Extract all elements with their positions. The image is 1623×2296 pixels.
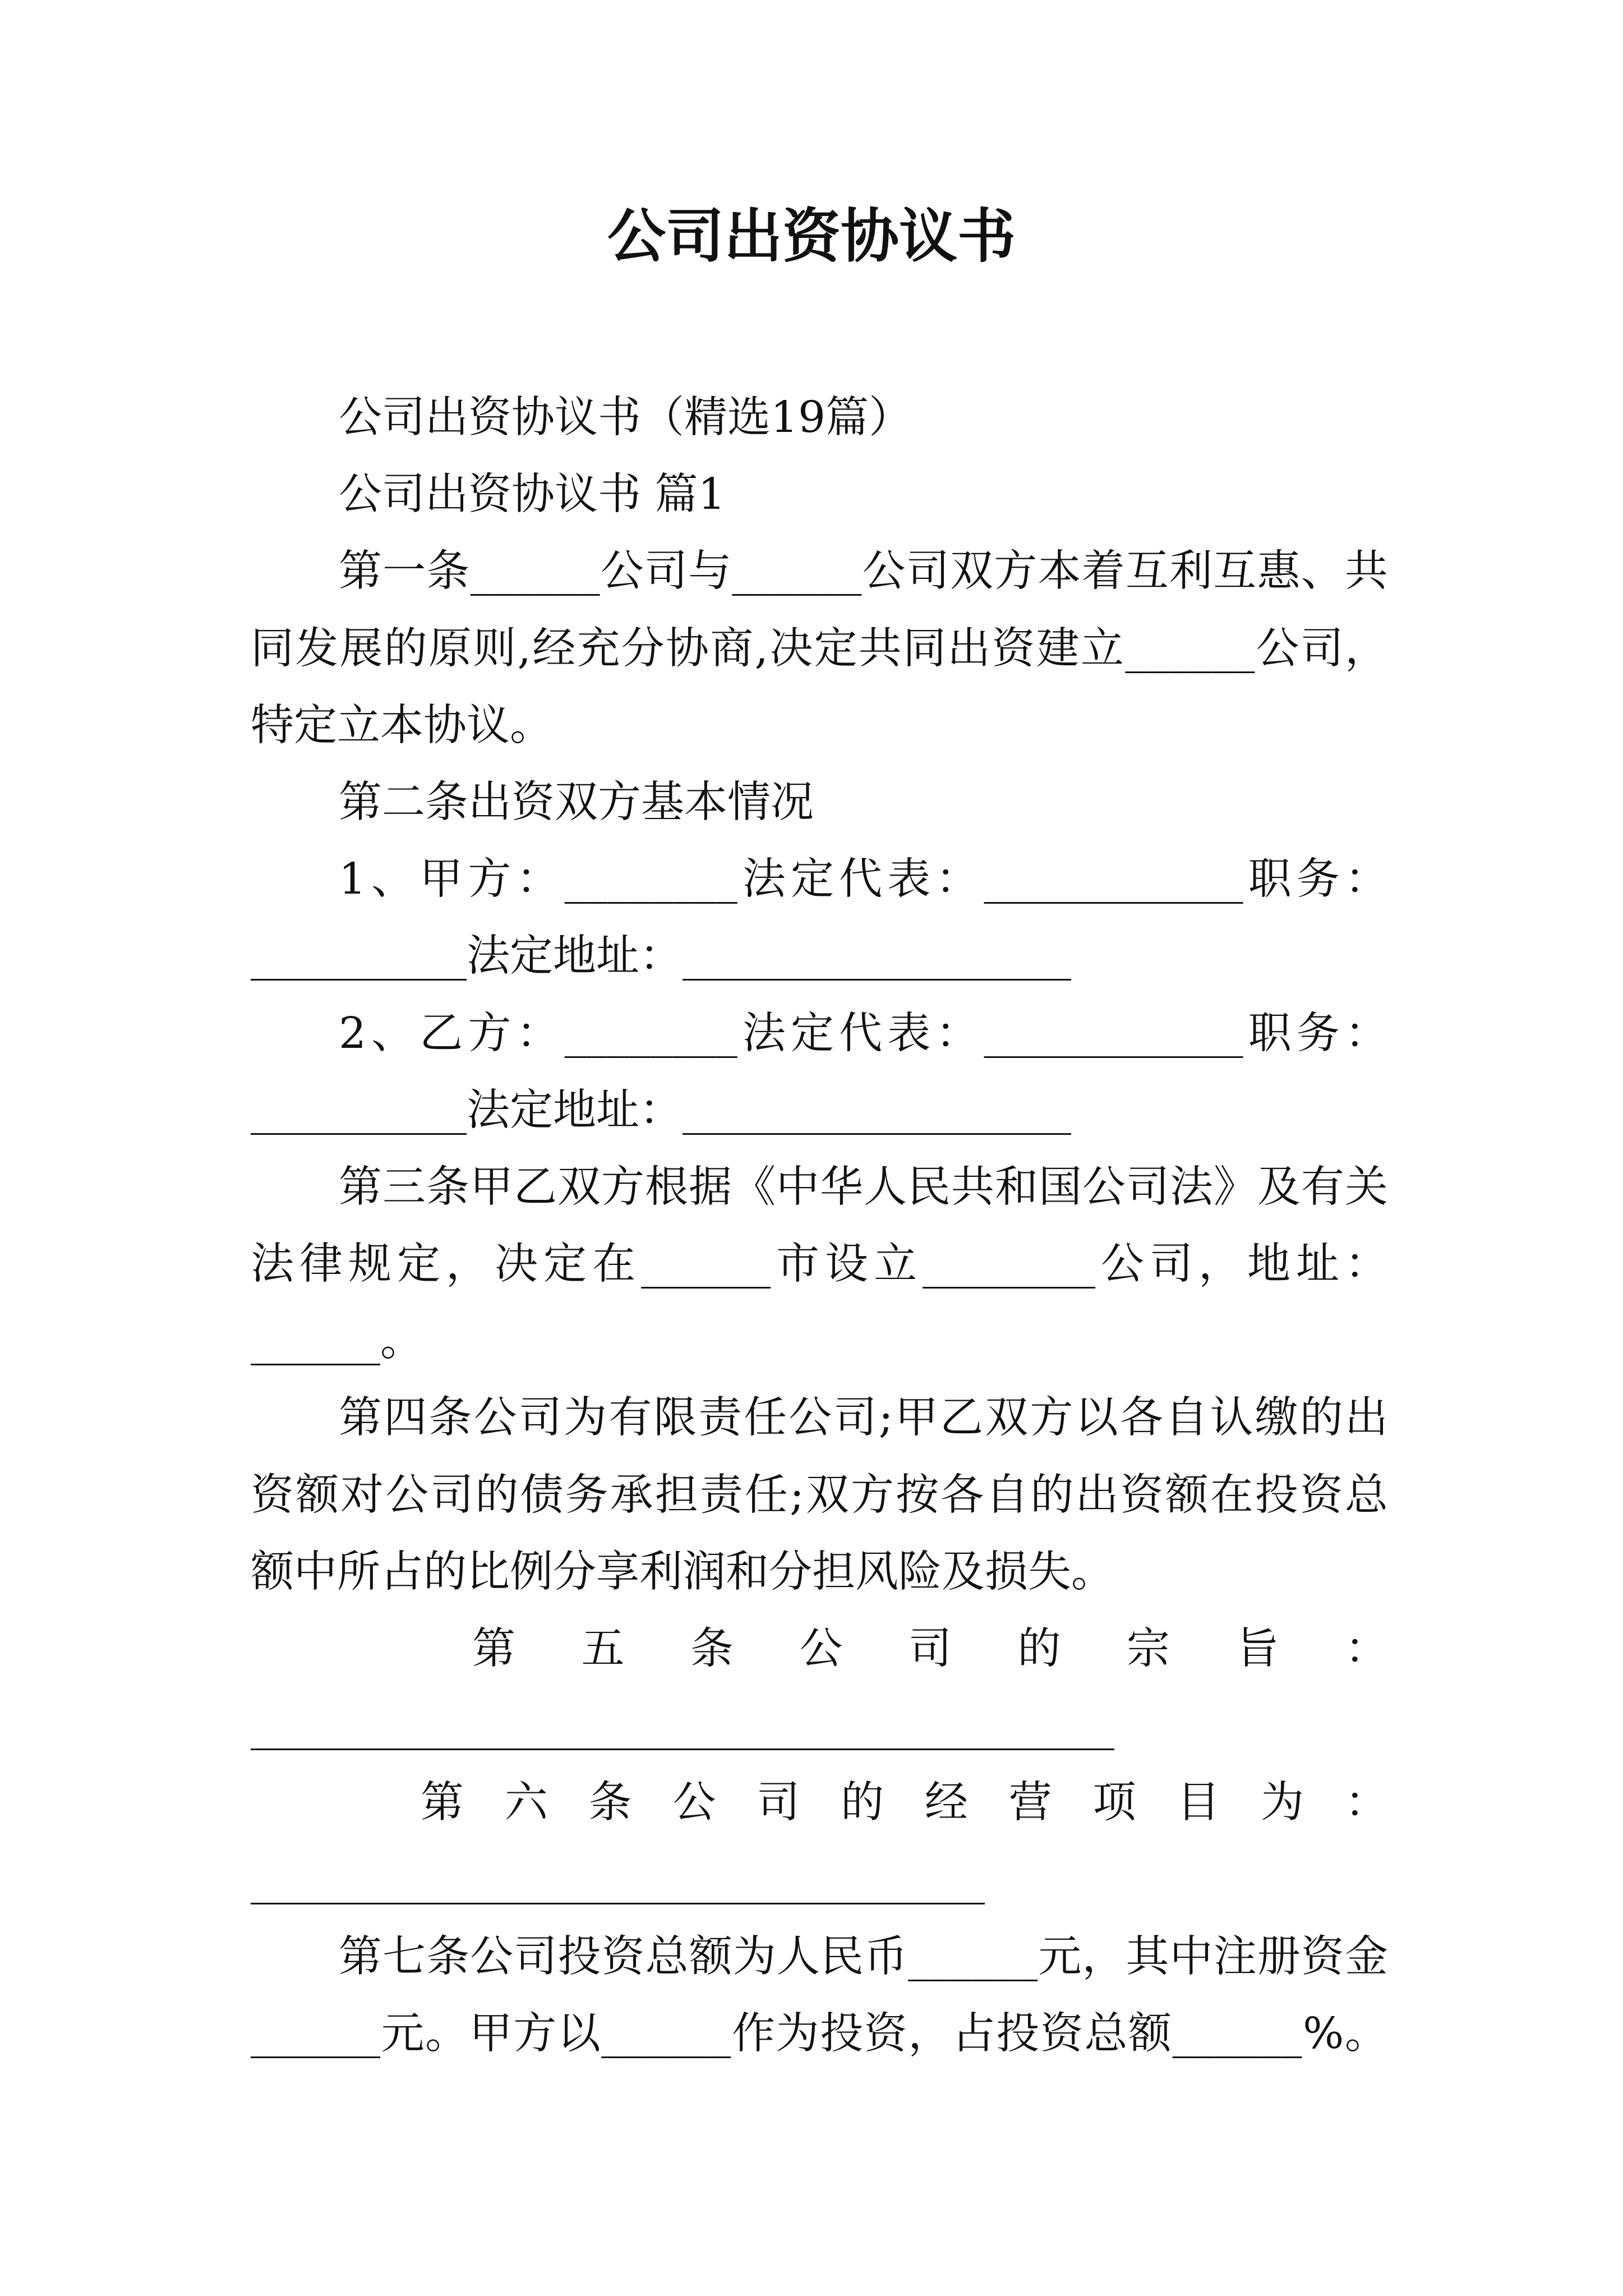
line-glyph: 1 xyxy=(339,854,366,905)
line-glyph: 律 xyxy=(299,1239,343,1290)
line-glyph: ： xyxy=(1345,1239,1388,1290)
line-glyph: 币 xyxy=(864,1931,908,1982)
line-glyph: 人 xyxy=(776,1931,820,1982)
line-glyph: 条 xyxy=(588,1778,632,1828)
line-glyph: 双 xyxy=(805,1470,849,1520)
line-glyph: 缴 xyxy=(1255,1393,1298,1443)
line-glyph: 互 xyxy=(1213,546,1257,597)
section-heading: 公司出资协议书 篇1 xyxy=(339,470,726,520)
line-glyph: 务 xyxy=(1296,1008,1340,1059)
line-glyph: 《 xyxy=(732,1162,776,1212)
line-glyph: 发 xyxy=(295,623,339,674)
line-glyph: 务 xyxy=(1296,854,1340,905)
line-glyph: 务 xyxy=(565,1470,608,1520)
line-glyph: 有 xyxy=(608,1393,652,1443)
line-glyph: 资 xyxy=(601,1931,645,1982)
line-glyph: 定 xyxy=(397,1239,440,1290)
line-glyph: 商 xyxy=(710,623,754,674)
line-glyph: 占 xyxy=(952,2008,995,2059)
line-glyph: 。 xyxy=(425,2008,469,2059)
line-glyph: 方 xyxy=(851,1470,895,1520)
line-glyph: 第 xyxy=(421,1778,464,1828)
line-glyph: 总 xyxy=(645,1931,689,1982)
line-glyph: 民 xyxy=(820,1931,864,1982)
line-glyph: ： xyxy=(516,854,560,905)
line-glyph: 条 xyxy=(426,546,470,597)
line-glyph: 公 xyxy=(862,546,906,597)
line-glyph: 代 xyxy=(839,854,883,905)
line-glyph: 方 xyxy=(1030,1393,1073,1443)
line-glyph: 自 xyxy=(1165,1393,1209,1443)
line-glyph: 总 xyxy=(1084,2008,1128,2059)
article-4-line-2 xyxy=(251,1457,1388,1534)
fill-in-blank: ______ xyxy=(641,1239,771,1290)
line-glyph: 营 xyxy=(1008,1778,1052,1828)
line-glyph: 人 xyxy=(864,1162,907,1212)
line-glyph: 额 xyxy=(296,1470,339,1520)
line-glyph: 金 xyxy=(1344,1931,1388,1982)
fill-in-blank: ________ xyxy=(564,1008,737,1059)
collection-heading: 公司出资协议书（精选19篇） xyxy=(339,393,912,443)
line-glyph: 与 xyxy=(688,546,732,597)
line-glyph: 2 xyxy=(339,1008,366,1059)
line-glyph: 为 xyxy=(564,1393,607,1443)
line-glyph: 额 xyxy=(1128,2008,1172,2059)
article-6-blank-line: __________________________________ xyxy=(251,1855,985,1905)
line-glyph: ： xyxy=(1344,1778,1388,1828)
line-glyph: 方 xyxy=(468,854,511,905)
line-glyph: 设 xyxy=(825,1239,868,1290)
line-glyph: 据 xyxy=(689,1162,732,1212)
article-6-line-1 xyxy=(251,1764,1388,1841)
document-title: 公司出资协议书 xyxy=(607,201,1016,270)
line-glyph: 在 xyxy=(592,1239,635,1290)
party-a-line-2: __________法定地址：__________________ xyxy=(251,931,1071,982)
line-glyph: 投 xyxy=(820,2008,864,2059)
line-glyph: 经 xyxy=(924,1778,968,1828)
line-glyph: 对 xyxy=(340,1470,384,1520)
article-3-line-2 xyxy=(251,1226,1388,1303)
line-glyph: 的 xyxy=(1299,1393,1343,1443)
line-glyph: ： xyxy=(1344,1008,1388,1059)
line-glyph: 同 xyxy=(902,623,946,674)
line-glyph: 公 xyxy=(385,1470,429,1520)
line-glyph: 双 xyxy=(950,546,994,597)
line-glyph: 公 xyxy=(799,1624,843,1674)
line-glyph: 甲 xyxy=(470,1162,513,1212)
line-glyph: ， xyxy=(1198,1239,1242,1290)
line-glyph: 第 xyxy=(339,1393,382,1443)
line-glyph: 和 xyxy=(995,1162,1038,1212)
line-glyph: 为 xyxy=(732,1931,776,1982)
fill-in-blank: ______ xyxy=(251,2008,380,2059)
line-glyph: 同 xyxy=(251,623,294,674)
line-glyph: 惠 xyxy=(1257,546,1301,597)
line-glyph: 担 xyxy=(654,1470,698,1520)
line-glyph: 民 xyxy=(907,1162,951,1212)
line-glyph: 自 xyxy=(985,1470,1029,1520)
article-5-line-1 xyxy=(251,1611,1388,1687)
line-glyph: 公 xyxy=(672,1778,716,1828)
line-glyph: 乙 xyxy=(514,1162,557,1212)
line-glyph: 着 xyxy=(1081,546,1125,597)
line-glyph: 投 xyxy=(557,1931,601,1982)
line-glyph: 立 xyxy=(874,1239,917,1290)
line-glyph: 原 xyxy=(428,623,472,674)
line-glyph: 定 xyxy=(790,854,834,905)
party-b-line-1 xyxy=(251,995,1388,1072)
article-4-line-3: 额中所占的比例分享利润和分担风险及损失。 xyxy=(251,1547,1114,1597)
line-glyph: 》 xyxy=(1214,1162,1257,1212)
line-glyph: 公 xyxy=(789,1393,832,1443)
line-glyph: 责 xyxy=(698,1393,742,1443)
line-glyph: 任 xyxy=(744,1470,788,1520)
line-glyph: 址 xyxy=(1296,1239,1339,1290)
line-glyph: ： xyxy=(1344,854,1388,905)
line-glyph: 额 xyxy=(1165,1470,1209,1520)
fill-in-blank: ________ xyxy=(923,1239,1095,1290)
article-3-line-1 xyxy=(251,1149,1388,1226)
line-glyph: 五 xyxy=(581,1624,625,1674)
line-glyph: 资 xyxy=(992,623,1035,674)
line-glyph: 四 xyxy=(384,1393,427,1443)
line-glyph: 决 xyxy=(495,1239,538,1290)
line-glyph: 各 xyxy=(940,1470,984,1520)
line-glyph: 则 xyxy=(473,623,517,674)
article-2-heading: 第二条出资双方基本情况 xyxy=(339,777,814,827)
line-glyph: 公 xyxy=(1082,1162,1126,1212)
line-glyph: 资 xyxy=(1301,1931,1344,1982)
line-glyph: 定 xyxy=(543,1239,587,1290)
line-glyph: 的 xyxy=(1030,1470,1074,1520)
line-glyph: 额 xyxy=(689,1931,732,1982)
line-glyph: 表 xyxy=(887,1008,931,1059)
line-glyph: 司 xyxy=(1300,623,1344,674)
fill-in-blank: ____________ xyxy=(984,854,1243,905)
line-glyph: 互 xyxy=(1125,546,1169,597)
fill-in-blank: ____________ xyxy=(984,1008,1243,1059)
article-5-blank-line: ________________________________________ xyxy=(251,1701,1114,1751)
line-glyph: 有 xyxy=(1301,1162,1344,1212)
line-glyph: ， xyxy=(1344,623,1388,674)
line-glyph: 司 xyxy=(430,1470,474,1520)
line-glyph: 司 xyxy=(833,1393,877,1443)
line-glyph: 公 xyxy=(470,1931,514,1982)
line-glyph: 司 xyxy=(1150,1239,1193,1290)
line-glyph: 公 xyxy=(1256,623,1299,674)
line-glyph: 目 xyxy=(1177,1778,1220,1828)
line-glyph: 规 xyxy=(348,1239,391,1290)
line-glyph: 宗 xyxy=(1127,1624,1170,1674)
line-glyph: 职 xyxy=(1248,1008,1292,1059)
line-glyph: 代 xyxy=(839,1008,883,1059)
line-glyph: 三 xyxy=(382,1162,426,1212)
line-glyph: ， xyxy=(1082,1931,1126,1982)
line-glyph: 责 xyxy=(699,1470,743,1520)
line-glyph: 资 xyxy=(251,1470,294,1520)
article-7-line-1 xyxy=(251,1918,1388,1995)
line-glyph: , xyxy=(517,623,531,674)
line-glyph: 承 xyxy=(610,1470,653,1520)
line-glyph: 按 xyxy=(896,1470,939,1520)
line-glyph: 以 xyxy=(1075,1393,1118,1443)
fill-in-blank: ______ xyxy=(732,546,862,597)
line-glyph: 各 xyxy=(1119,1393,1163,1443)
line-glyph: 公 xyxy=(473,1393,517,1443)
line-glyph: 七 xyxy=(382,1931,426,1982)
line-glyph: 及 xyxy=(1257,1162,1301,1212)
line-glyph: 。 xyxy=(1344,2008,1388,2059)
line-glyph: ， xyxy=(446,1239,489,1290)
line-glyph: 国 xyxy=(1039,1162,1082,1212)
line-glyph: 出 xyxy=(1075,1470,1119,1520)
line-glyph: 条 xyxy=(428,1393,472,1443)
line-glyph: 认 xyxy=(1210,1393,1253,1443)
line-glyph: 共 xyxy=(858,623,902,674)
line-glyph: ， xyxy=(908,2008,952,2059)
line-glyph: 法 xyxy=(742,854,786,905)
line-glyph: 总 xyxy=(1344,1470,1388,1520)
line-glyph: ; xyxy=(789,1470,804,1520)
line-glyph: 为 xyxy=(1261,1778,1304,1828)
line-glyph: 元 xyxy=(381,2008,425,2059)
line-glyph: 协 xyxy=(665,623,709,674)
line-glyph: 司 xyxy=(514,1931,557,1982)
fill-in-blank: ______ xyxy=(1172,2008,1302,2059)
line-glyph: 元 xyxy=(1038,1931,1082,1982)
line-glyph: 资 xyxy=(1120,1470,1164,1520)
line-glyph: 的 xyxy=(475,1470,519,1520)
line-glyph: 、 xyxy=(371,854,415,905)
line-glyph: 一 xyxy=(382,546,426,597)
article-1-line-1 xyxy=(251,533,1388,610)
line-glyph: 利 xyxy=(1169,546,1213,597)
line-glyph: 司 xyxy=(644,546,688,597)
line-glyph: 的 xyxy=(384,623,427,674)
line-glyph: 法 xyxy=(742,1008,786,1059)
line-glyph: 定 xyxy=(790,1008,834,1059)
line-glyph: 乙 xyxy=(940,1393,984,1443)
fill-in-blank: ______ xyxy=(470,546,600,597)
line-glyph: 资 xyxy=(864,2008,907,2059)
line-glyph: 司 xyxy=(909,1624,952,1674)
line-glyph: 为 xyxy=(776,2008,819,2059)
article-1-line-2 xyxy=(251,610,1388,687)
line-glyph: 作 xyxy=(731,2008,775,2059)
line-glyph: 债 xyxy=(520,1470,564,1520)
party-b-line-2: __________法定地址：__________________ xyxy=(251,1085,1071,1135)
line-glyph: 公 xyxy=(1101,1239,1144,1290)
line-glyph: 司 xyxy=(518,1393,562,1443)
line-glyph: 甲 xyxy=(895,1393,938,1443)
line-glyph: 投 xyxy=(1255,1470,1298,1520)
line-glyph: 双 xyxy=(557,1162,601,1212)
line-glyph: 投 xyxy=(996,2008,1040,2059)
line-glyph: 项 xyxy=(1092,1778,1136,1828)
line-glyph: 条 xyxy=(426,1162,469,1212)
line-glyph: 公 xyxy=(600,546,644,597)
fill-in-blank: ______ xyxy=(1125,623,1255,674)
line-glyph: 表 xyxy=(887,854,931,905)
line-glyph: 的 xyxy=(1017,1624,1061,1674)
article-1-line-3: 特定立本协议。 xyxy=(251,700,553,751)
line-glyph: 立 xyxy=(1080,623,1124,674)
line-glyph: 职 xyxy=(1248,854,1292,905)
line-glyph: 共 xyxy=(1344,546,1388,597)
line-glyph: 第 xyxy=(339,546,382,597)
document-body xyxy=(251,379,1388,2072)
line-glyph: 甲 xyxy=(419,854,463,905)
line-glyph: 方 xyxy=(513,2008,557,2059)
line-glyph: 旨 xyxy=(1235,1624,1279,1674)
line-glyph: 中 xyxy=(776,1162,819,1212)
line-glyph: ： xyxy=(935,1008,979,1059)
line-glyph: 方 xyxy=(994,546,1038,597)
line-glyph: 华 xyxy=(820,1162,863,1212)
line-glyph: 其 xyxy=(1126,1931,1169,1982)
line-glyph: 出 xyxy=(947,623,991,674)
line-glyph: 定 xyxy=(814,623,857,674)
line-glyph: 第 xyxy=(339,1162,382,1212)
line-glyph: 注 xyxy=(1213,1931,1257,1982)
line-glyph: 的 xyxy=(841,1778,884,1828)
line-glyph: 任 xyxy=(743,1393,787,1443)
line-glyph: ： xyxy=(516,1008,560,1059)
line-glyph: 乙 xyxy=(419,1008,463,1059)
line-glyph: 条 xyxy=(690,1624,734,1674)
line-glyph: 方 xyxy=(468,1008,511,1059)
line-glyph: 第 xyxy=(339,1931,382,1982)
line-glyph: 中 xyxy=(1169,1931,1213,1982)
line-glyph: 法 xyxy=(1170,1162,1213,1212)
line-glyph: 册 xyxy=(1257,1931,1301,1982)
article-4-line-1 xyxy=(251,1379,1388,1456)
line-glyph: 经 xyxy=(532,623,576,674)
fill-in-blank: ______ xyxy=(908,1931,1038,1982)
line-glyph: % xyxy=(1303,2008,1344,2059)
line-glyph: ： xyxy=(935,854,979,905)
line-glyph: 共 xyxy=(951,1162,994,1212)
fill-in-blank: ________ xyxy=(564,854,737,905)
line-glyph: 关 xyxy=(1345,1162,1388,1212)
line-glyph: 双 xyxy=(985,1393,1029,1443)
line-glyph: 条 xyxy=(426,1931,470,1982)
line-glyph: 本 xyxy=(1038,546,1081,597)
line-glyph: 展 xyxy=(339,623,383,674)
line-glyph: 司 xyxy=(906,546,949,597)
line-glyph: ; xyxy=(878,1393,893,1443)
line-glyph: 资 xyxy=(1040,2008,1083,2059)
line-glyph: 司 xyxy=(1126,1162,1169,1212)
article-7-line-2 xyxy=(251,1995,1388,2072)
line-glyph: 、 xyxy=(1301,546,1344,597)
line-glyph: 以 xyxy=(557,2008,601,2059)
line-glyph: 出 xyxy=(1344,1393,1388,1443)
line-glyph: 建 xyxy=(1036,623,1080,674)
line-glyph: 、 xyxy=(371,1008,415,1059)
line-glyph: 市 xyxy=(776,1239,819,1290)
line-glyph: 分 xyxy=(621,623,665,674)
line-glyph: 甲 xyxy=(469,2008,513,2059)
line-glyph: 司 xyxy=(757,1778,800,1828)
line-glyph: ： xyxy=(1345,1624,1388,1674)
line-glyph: 六 xyxy=(504,1778,548,1828)
line-glyph: 地 xyxy=(1247,1239,1290,1290)
line-glyph: 根 xyxy=(645,1162,688,1212)
article-3-line-3: ______。 xyxy=(251,1316,423,1366)
line-glyph: 法 xyxy=(251,1239,294,1290)
party-a-line-1 xyxy=(251,841,1388,918)
fill-in-blank: ______ xyxy=(601,2008,731,2059)
line-glyph: 充 xyxy=(577,623,620,674)
line-glyph: 决 xyxy=(769,623,813,674)
line-glyph: 限 xyxy=(653,1393,697,1443)
line-glyph: 方 xyxy=(601,1162,644,1212)
line-glyph: , xyxy=(754,623,768,674)
line-glyph: 在 xyxy=(1210,1470,1253,1520)
line-glyph: 第 xyxy=(472,1624,515,1674)
line-glyph: 资 xyxy=(1299,1470,1343,1520)
